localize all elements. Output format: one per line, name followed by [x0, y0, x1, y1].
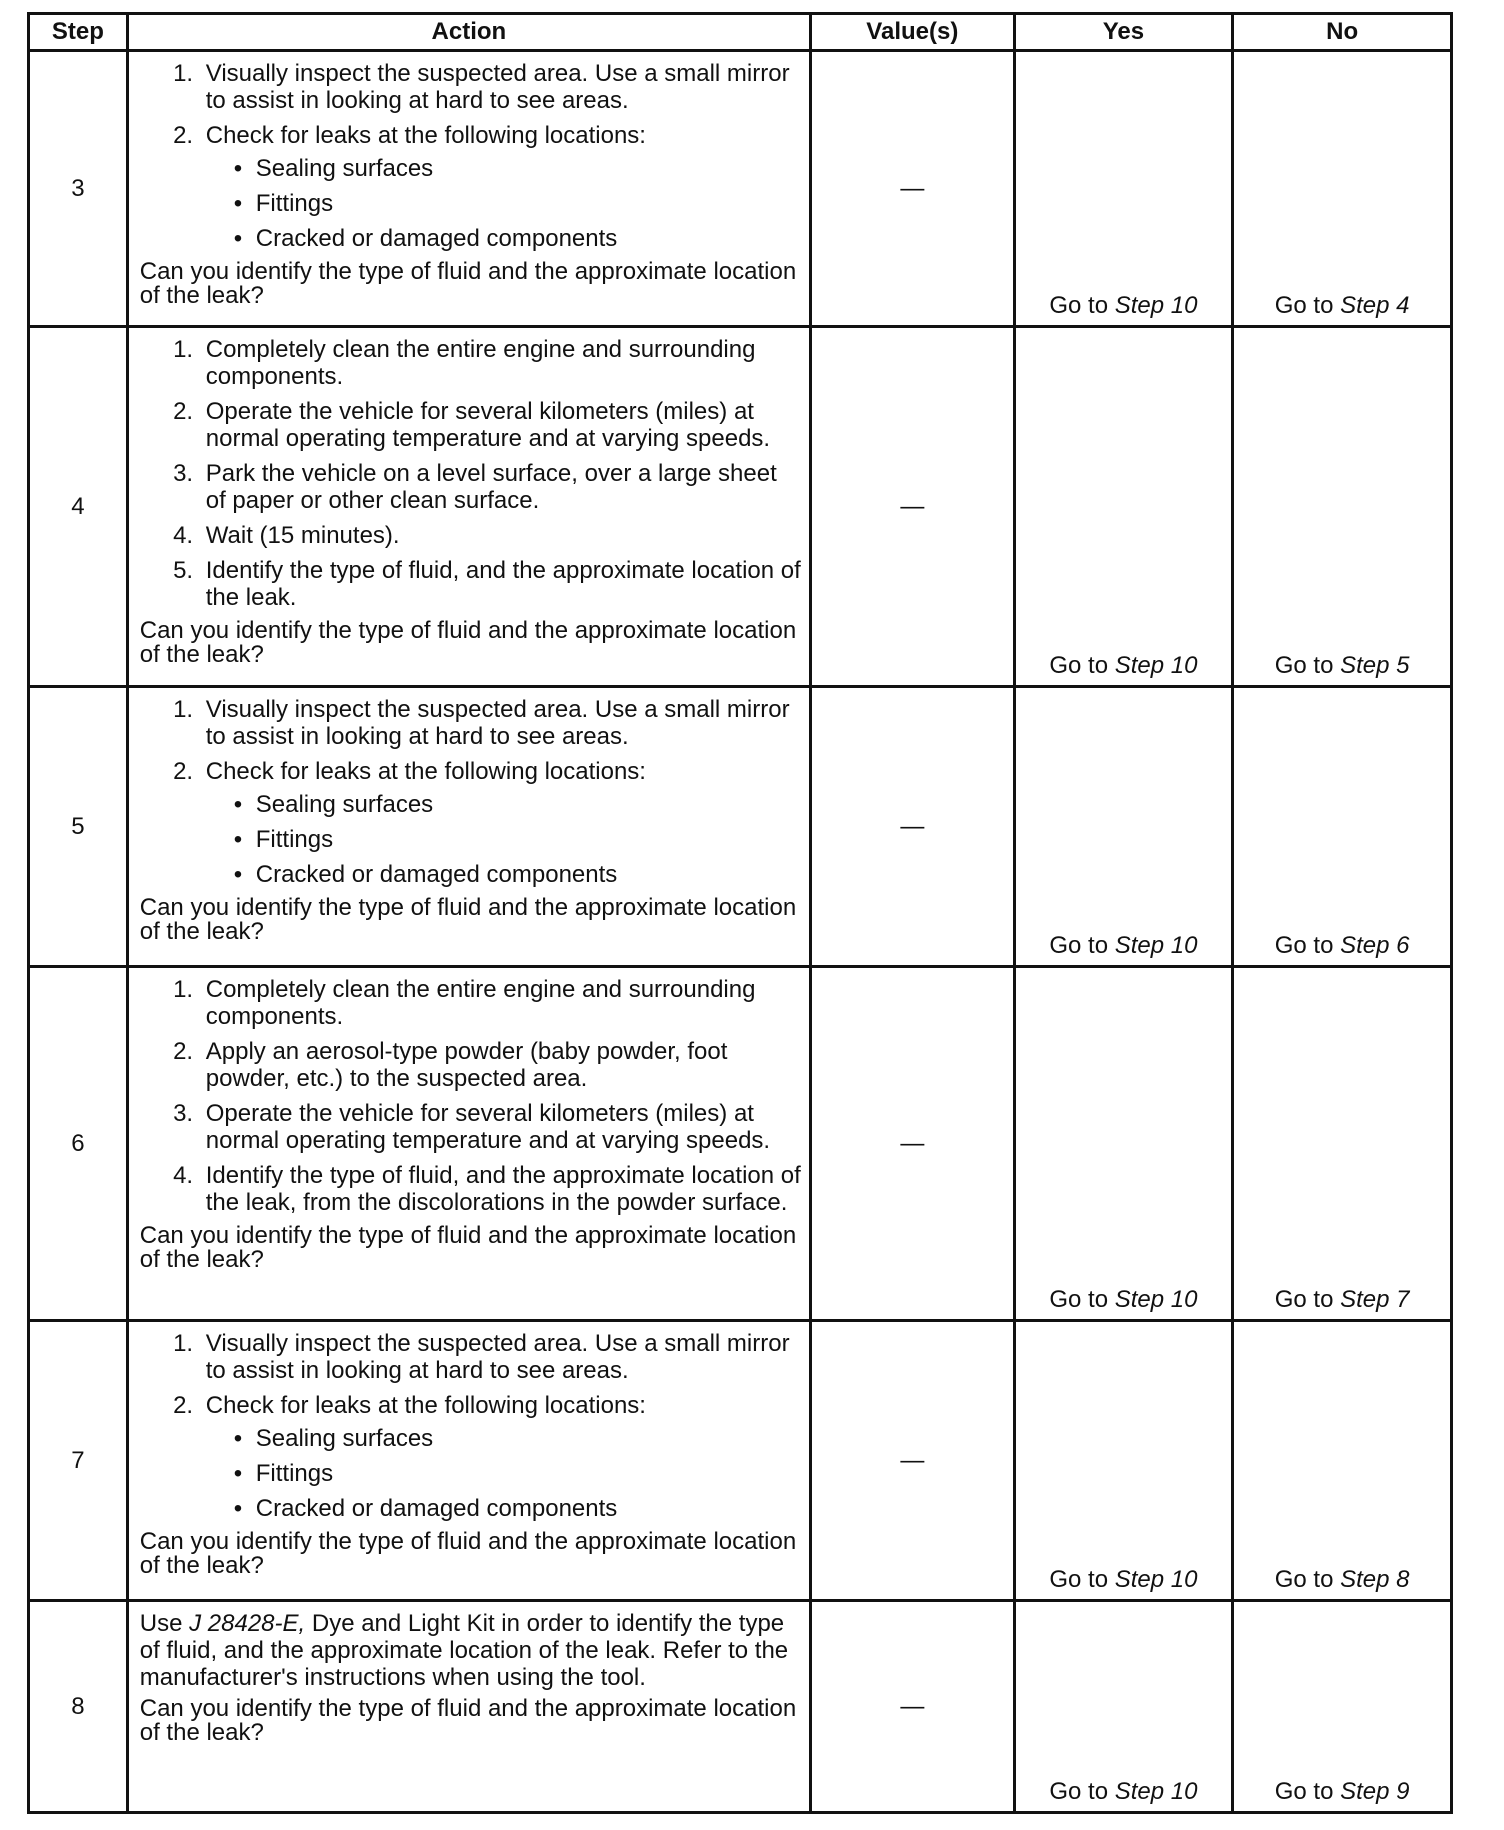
yes-cell: [1014, 967, 1233, 1321]
no-cell: [1233, 51, 1452, 327]
bullet-item: • Sealing surfaces: [234, 155, 801, 182]
bullet-item: • Fittings: [234, 190, 801, 217]
yes-prefix: Go to: [1049, 652, 1109, 679]
yes-prefix: Go to: [1049, 1778, 1109, 1805]
action-step: 3. Operate the vehicle for several kilometers (miles) at normal operating temperature and at varying speeds.: [200, 1100, 801, 1154]
yes-cell: [1014, 51, 1233, 327]
action-steps: [140, 1330, 801, 1522]
action-step-text: Check for leaks at the following locations:: [205, 122, 646, 149]
step-number: 4: [29, 327, 128, 687]
yes-cell: [1014, 1601, 1233, 1813]
action-steps: [140, 976, 801, 1216]
bullet-item: • Sealing surfaces: [234, 1425, 801, 1452]
no-prefix: Go to: [1274, 652, 1334, 679]
bullet-item: • Cracked or damaged components: [234, 1495, 801, 1522]
action-steps: [140, 60, 801, 252]
no-target: Step 4: [1340, 292, 1410, 319]
yes-target: Step 10: [1114, 1566, 1198, 1593]
action-step: 1. Visually inspect the suspected area. Use a small mirror to assist in looking at hard to see areas.: [200, 60, 801, 114]
action-step: 2. Apply an aerosol-type powder (baby powder, foot powder, etc.) to the suspected area.: [200, 1038, 801, 1092]
table-header: [29, 14, 1452, 51]
bullet-item: • Cracked or damaged components: [234, 225, 801, 252]
no-target: Step 9: [1340, 1778, 1410, 1805]
bullet-item: • Cracked or damaged components: [234, 861, 801, 888]
action-step: 2. Operate the vehicle for several kilometers (miles) at normal operating temperature and at varying speeds.: [200, 398, 801, 452]
action-step-text: Check for leaks at the following locations:: [205, 1392, 646, 1419]
yes-prefix: Go to: [1049, 292, 1109, 319]
yes-cell: [1014, 327, 1233, 687]
step-number: 3: [29, 51, 128, 327]
action-question: Can you identify the type of fluid and the approximate location of the leak?: [139, 617, 797, 668]
header-no: No: [1233, 14, 1452, 51]
value-cell: —: [811, 967, 1015, 1321]
bullet-item: • Fittings: [234, 826, 801, 853]
step-number: 8: [29, 1601, 128, 1813]
paragraph-pre: Use: [139, 1610, 183, 1637]
value-cell: —: [811, 1601, 1015, 1813]
action-step: 1. Completely clean the entire engine and surrounding components.: [200, 976, 801, 1030]
yes-target: Step 10: [1114, 1286, 1198, 1313]
table-row: [29, 967, 1452, 1321]
yes-prefix: Go to: [1049, 1566, 1109, 1593]
action-question: Can you identify the type of fluid and the approximate location of the leak?: [139, 1222, 797, 1273]
action-step: [200, 758, 801, 888]
yes-target: Step 10: [1114, 1778, 1198, 1805]
action-step: 1. Visually inspect the suspected area. Use a small mirror to assist in looking at hard to see areas.: [200, 1330, 801, 1384]
action-question: Can you identify the type of fluid and the approximate location of the leak?: [139, 258, 797, 309]
bullet-list: [206, 791, 801, 888]
no-prefix: Go to: [1274, 1566, 1334, 1593]
paragraph-post: Dye and Light Kit in order to identify the type of fluid, and the approximate location of the leak. Refer to the manufacturer's instructions when using the tool.: [139, 1610, 789, 1691]
bullet-list: [206, 155, 801, 252]
yes-cell: [1014, 687, 1233, 967]
action-step: 1. Visually inspect the suspected area. Use a small mirror to assist in looking at hard to see areas.: [200, 696, 801, 750]
table-row: [29, 51, 1452, 327]
no-cell: [1233, 687, 1452, 967]
bullet-list: [206, 1425, 801, 1522]
action-cell: [127, 51, 810, 327]
value-cell: —: [811, 51, 1015, 327]
yes-prefix: Go to: [1049, 1286, 1109, 1313]
header-yes: Yes: [1014, 14, 1233, 51]
action-step-text: Check for leaks at the following locations:: [205, 758, 646, 785]
action-steps: [140, 336, 801, 611]
bullet-item: • Sealing surfaces: [234, 791, 801, 818]
bullet-item: • Fittings: [234, 1460, 801, 1487]
no-prefix: Go to: [1274, 932, 1334, 959]
step-number: 5: [29, 687, 128, 967]
no-prefix: Go to: [1274, 292, 1334, 319]
header-values: Value(s): [811, 14, 1015, 51]
step-number: 7: [29, 1321, 128, 1601]
value-cell: —: [811, 1321, 1015, 1601]
action-step: [200, 1392, 801, 1522]
header-action: Action: [127, 14, 810, 51]
action-question: Can you identify the type of fluid and the approximate location of the leak?: [139, 894, 797, 945]
yes-prefix: Go to: [1049, 932, 1109, 959]
action-cell: [127, 967, 810, 1321]
action-step: [200, 122, 801, 252]
table-row: [29, 1601, 1452, 1813]
action-step: 4. Wait (15 minutes).: [200, 522, 801, 549]
table-row: [29, 1321, 1452, 1601]
action-step: 4. Identify the type of fluid, and the approximate location of the leak, from the discolorations in the powder surface.: [200, 1162, 801, 1216]
yes-cell: [1014, 1321, 1233, 1601]
action-step: 5. Identify the type of fluid, and the approximate location of the leak.: [200, 557, 801, 611]
no-target: Step 8: [1340, 1566, 1410, 1593]
no-prefix: Go to: [1274, 1778, 1334, 1805]
action-cell: [127, 1601, 810, 1813]
no-cell: [1233, 967, 1452, 1321]
yes-target: Step 10: [1114, 932, 1198, 959]
no-cell: [1233, 327, 1452, 687]
table-row: [29, 327, 1452, 687]
no-target: Step 5: [1340, 652, 1410, 679]
no-prefix: Go to: [1274, 1286, 1334, 1313]
no-target: Step 7: [1340, 1286, 1410, 1313]
action-question: Can you identify the type of fluid and the approximate location of the leak?: [139, 1695, 797, 1746]
action-paragraph: [140, 1610, 801, 1691]
yes-target: Step 10: [1114, 652, 1198, 679]
table-body: [29, 51, 1452, 1813]
tool-reference: J 28428-E,: [189, 1610, 306, 1637]
action-steps: [140, 696, 801, 888]
action-cell: [127, 1321, 810, 1601]
action-question: Can you identify the type of fluid and the approximate location of the leak?: [139, 1528, 797, 1579]
action-cell: [127, 687, 810, 967]
no-cell: [1233, 1321, 1452, 1601]
table-row: [29, 687, 1452, 967]
action-cell: [127, 327, 810, 687]
no-cell: [1233, 1601, 1452, 1813]
yes-target: Step 10: [1114, 292, 1198, 319]
header-row: [29, 14, 1452, 51]
no-target: Step 6: [1340, 932, 1410, 959]
diagnostic-table: [27, 12, 1453, 1814]
value-cell: —: [811, 327, 1015, 687]
header-step: Step: [29, 14, 128, 51]
step-number: 6: [29, 967, 128, 1321]
value-cell: —: [811, 687, 1015, 967]
action-step: 3. Park the vehicle on a level surface, over a large sheet of paper or other clean surface.: [200, 460, 801, 514]
action-step: 1. Completely clean the entire engine and surrounding components.: [200, 336, 801, 390]
